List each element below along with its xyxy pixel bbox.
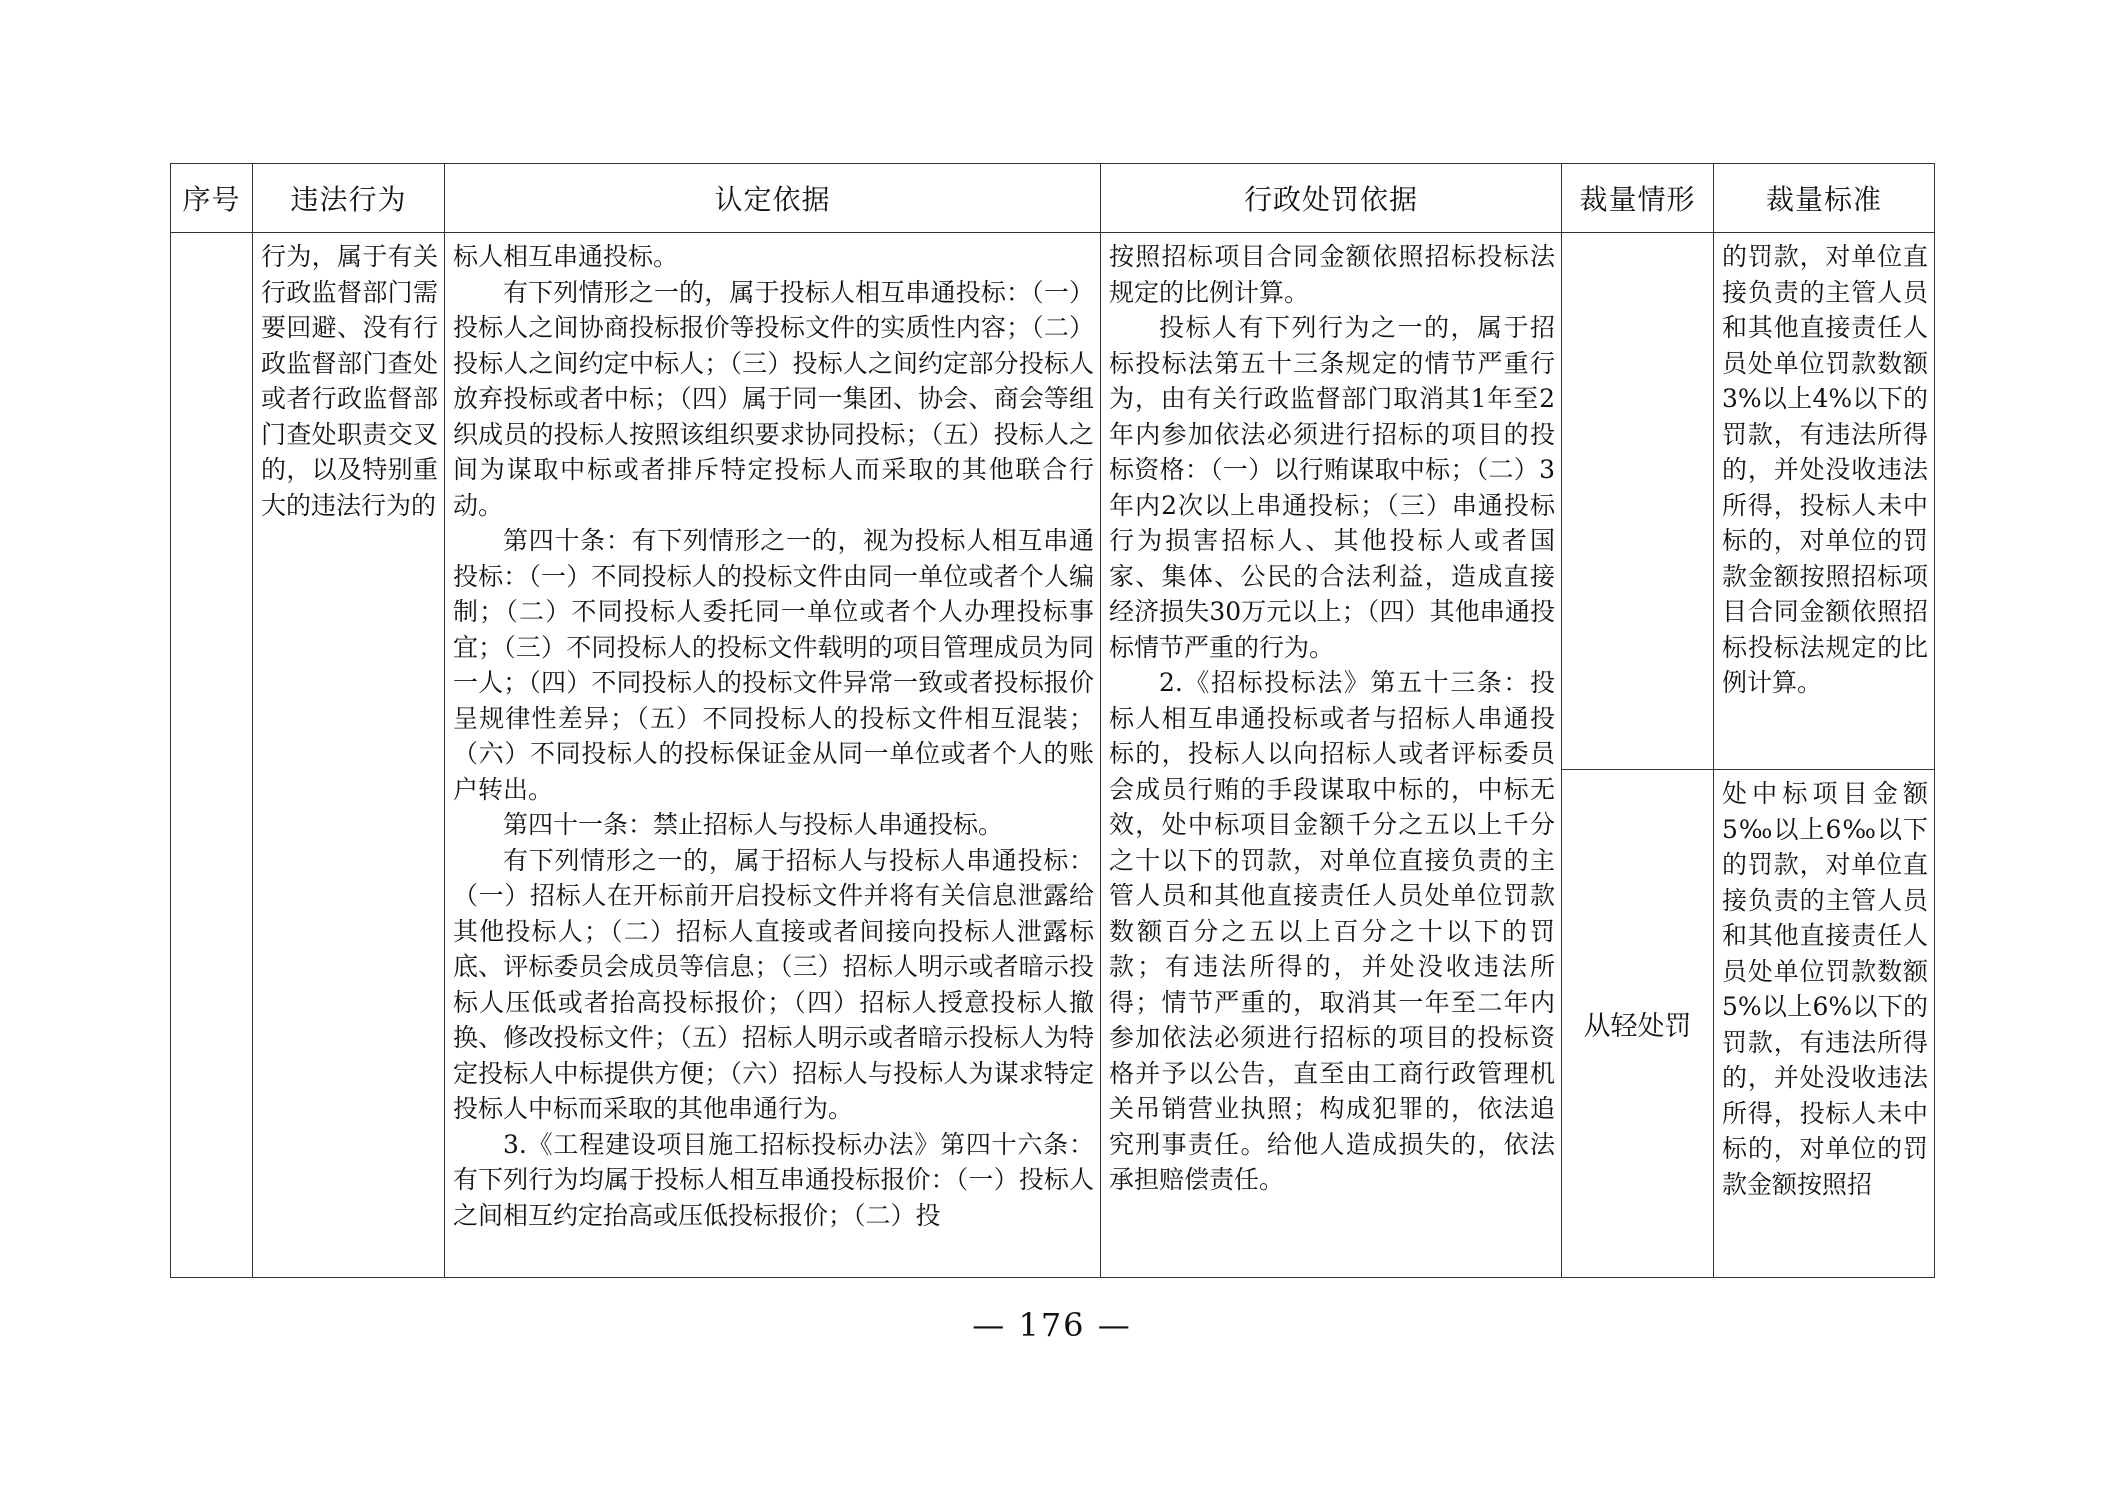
table-row — [171, 233, 1935, 770]
penalty-paragraph: 投标人有下列行为之一的，属于招标投标法第五十三条规定的情节严重行为，由有关行政监督部门取消其1年至2年内参加依法必须进行招标的项目的投标资格：（一）以行贿谋取中标；（二）3年内2次以上串通投标；（三）串通投标行为损害招标人、其他投标人或者国家、集体、公民的合法利益，造成直接经济损失30万元以上；（四）其他串通投标情节严重的行为。 — [1109, 313, 1555, 662]
violation-text: 行为，属于有关行政监督部门需要回避、没有行政监督部门查处或者行政监督部门查处职责交叉的，以及特别重大的违法行为的 — [261, 242, 438, 520]
penalty-paragraph: 2.《招标投标法》第五十三条：投标人相互串通投标或者与招标人串通投标的，投标人以向招标人或者评标委员会成员行贿的手段谋取中标的，中标无效，处中标项目金额千分之五以上千分之十以下的罚款，对单位直接负责的主管人员和其他直接责任人员处单位罚款数额百分之五以上百分之十以下的罚款；有违法所得的，并处没收违法所得；情节严重的，取消其一年至二年内参加依法必须进行招标的项目的投标资格并予以公告，直至由工商行政管理机关吊销营业执照；构成犯罪的，依法追究刑事责任。给他人造成损失的，依法承担赔偿责任。 — [1109, 668, 1555, 1194]
basis-paragraph: 第四十一条：禁止招标人与投标人串通投标。 — [503, 810, 1004, 839]
cell-basis — [445, 233, 1101, 1278]
header-standard: 裁量标准 — [1714, 164, 1935, 233]
basis-paragraph: 标人相互串通投标。 — [453, 242, 679, 271]
cell-circumstance-bottom: 从轻处罚 — [1562, 770, 1714, 1278]
basis-paragraph: 3.《工程建设项目施工招标投标办法》第四十六条：有下列行为均属于投标人相互串通投标报价：（一）投标人之间相互约定抬高或压低投标报价；（二）投 — [453, 1129, 1094, 1230]
cell-penalty-basis — [1101, 233, 1562, 1278]
basis-text — [445, 233, 1100, 1233]
header-violation: 违法行为 — [253, 164, 445, 233]
header-penalty-basis: 行政处罚依据 — [1101, 164, 1562, 233]
page-number: — 176 — — [972, 1306, 1132, 1344]
penalty-paragraph: 按照招标项目合同金额依照招标投标法规定的比例计算。 — [1109, 242, 1555, 307]
cell-seq — [171, 233, 253, 1278]
cell-standard-top — [1714, 233, 1935, 770]
cell-circumstance-top — [1562, 233, 1714, 770]
header-row — [171, 164, 1935, 233]
header-circumstance: 裁量情形 — [1562, 164, 1714, 233]
basis-paragraph: 有下列情形之一的，属于投标人相互串通投标：（一）投标人之间协商投标报价等投标文件的实质性内容；（二）投标人之间约定中标人；（三）投标人之间约定部分投标人放弃投标或者中标；（四）属于同一集团、协会、商会等组织成员的投标人按照该组织要求协同投标；（五）投标人之间为谋取中标或者排斥特定投标人而采取的其他联合行动。 — [453, 277, 1094, 520]
standard-top-text: 的罚款，对单位直接负责的主管人员和其他直接责任人员处单位罚款数额3%以上4%以下的罚款，有违法所得的，并处没收违法所得，投标人未中标的，对单位的罚款金额按照招标项目合同金额依照招标投标法规定的比例计算。 — [1722, 242, 1928, 697]
cell-standard-bottom — [1714, 770, 1935, 1278]
penalty-discretion-table — [170, 163, 1935, 1278]
basis-paragraph: 有下列情形之一的，属于招标人与投标人串通投标：（一）招标人在开标前开启投标文件并将有关信息泄露给其他投标人；（二）招标人直接或者间接向投标人泄露标底、评标委员会成员等信息；（三）招标人明示或者暗示投标人压低或者抬高投标报价；（四）招标人授意投标人撤换、修改投标文件；（五）招标人明示或者暗示投标人为特定投标人中标提供方便；（六）招标人与投标人为谋求特定投标人中标而采取的其他串通行为。 — [453, 845, 1094, 1123]
basis-paragraph: 第四十条：有下列情形之一的，视为投标人相互串通投标：（一）不同投标人的投标文件由同一单位或者个人编制；（二）不同投标人委托同一单位或者个人办理投标事宜；（三）不同投标人的投标文件载明的项目管理成员为同一人；（四）不同投标人的投标文件异常一致或者投标报价呈规律性差异；（五）不同投标人的投标文件相互混装；（六）不同投标人的投标保证金从同一单位或者个人的账户转出。 — [453, 526, 1094, 804]
header-seq: 序号 — [171, 164, 253, 233]
penalty-basis-text — [1101, 233, 1561, 1198]
cell-violation — [253, 233, 445, 1278]
standard-bottom-text: 处中标项目金额5‰以上6‰以下的罚款，对单位直接负责的主管人员和其他直接责任人员处单位罚款数额5%以上6%以下的罚款，有违法所得的，并处没收违法所得，投标人未中标的，对单位的罚款金额按照招 — [1722, 779, 1928, 1199]
header-basis: 认定依据 — [445, 164, 1101, 233]
